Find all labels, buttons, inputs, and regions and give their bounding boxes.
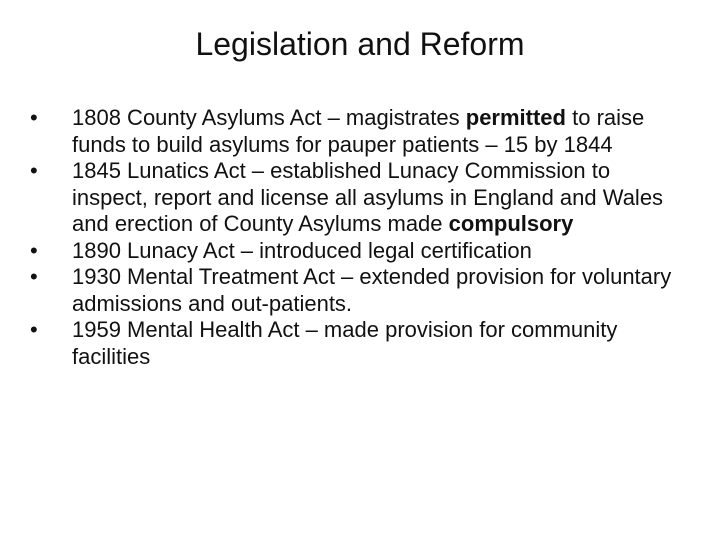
bullet-emphasis-compulsory: compulsory <box>448 211 574 236</box>
bullet-item-1959-act <box>26 317 676 370</box>
bullet-text: to raise funds to build asylums for pauper patients – 15 by 1844 <box>72 105 645 157</box>
bullet-text: 1890 Lunacy Act – introduced legal certification <box>72 237 532 263</box>
bullet-item-1930-act <box>26 264 676 317</box>
bullet-text: 1845 Lunatics Act – established Lunacy Commission to inspect, report and license all asylums in England and Wales and erection of County Asylums made <box>72 158 664 236</box>
bullet-list <box>26 105 676 370</box>
bullet-emphasis-permitted: permitted <box>465 105 566 130</box>
bullet-text: 1930 Mental Treatment Act – extended provision for voluntary admissions and out-patients. <box>72 264 672 316</box>
slide-title: Legislation and Reform <box>195 26 525 62</box>
bullet-item-1890-act <box>26 238 676 265</box>
bullet-text: 1808 County Asylums Act – magistrates <box>72 105 466 130</box>
bullet-item-1845-act <box>26 158 676 238</box>
bullet-text: 1959 Mental Health Act – made provision for community facilities <box>72 317 618 369</box>
bullet-item-1808-act <box>26 105 676 158</box>
